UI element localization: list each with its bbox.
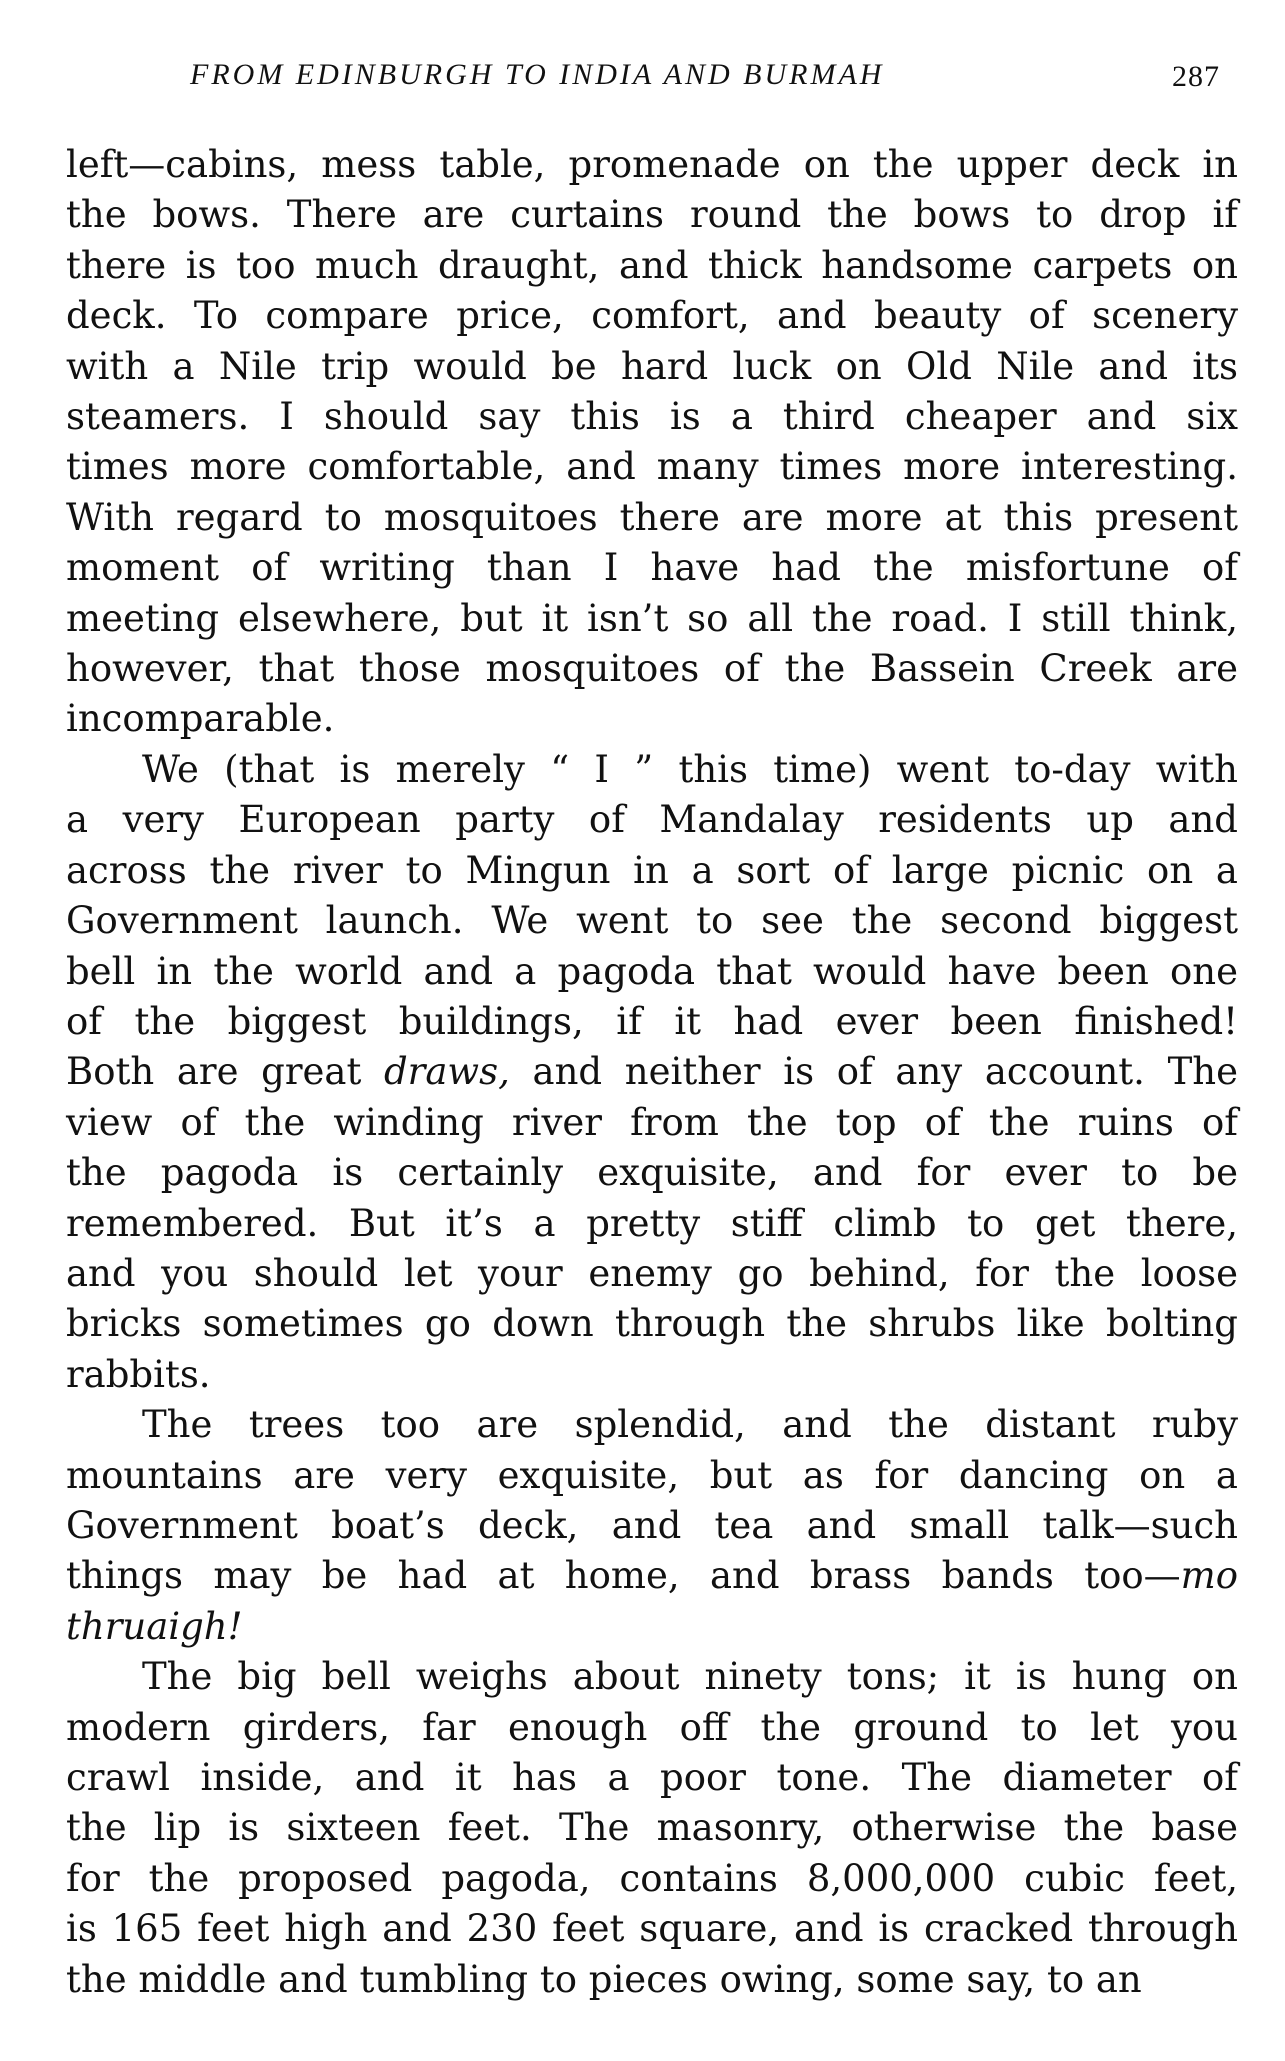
text-segment: bricks sometimes go down through the shrubs like bolting: [66, 1302, 1238, 1346]
text-segment: the lip is sixteen feet. The masonry, otherwise the base: [66, 1806, 1238, 1850]
text-line: [66, 947, 1238, 997]
text-line: [66, 1854, 1238, 1904]
text-segment: incomparable.: [66, 697, 335, 741]
text-line: [66, 1098, 1238, 1148]
text-line: [66, 896, 1238, 946]
text-segment: the pagoda is certainly exquisite, and for ever to be: [66, 1151, 1238, 1195]
text-line: [66, 1148, 1238, 1198]
text-segment: times more comfortable, and many times more interesting.: [66, 445, 1238, 489]
text-segment: however, that those mosquitoes of the Bassein Creek are: [66, 647, 1238, 691]
text-line: [66, 190, 1238, 240]
text-line: [66, 1753, 1238, 1803]
text-segment: the middle and tumbling to pieces owing, some say, to an: [66, 1957, 1142, 2001]
text-segment: for the proposed pagoda, contains 8,000,000 cubic feet,: [66, 1856, 1238, 1900]
text-line: [66, 342, 1238, 392]
text-segment: The big bell weighs about ninety tons; it is hung on: [142, 1655, 1238, 1699]
text-line: [66, 795, 1238, 845]
running-title: FROM EDINBURGH TO INDIA AND BURMAH: [190, 58, 885, 91]
running-head: [190, 58, 1220, 98]
paragraph: [66, 1400, 1238, 1652]
text-segment: and you should let your enemy go behind, for the loose: [66, 1251, 1238, 1295]
text-segment: things may be had at home, and brass bands too—: [66, 1554, 1181, 1598]
body-text: [66, 140, 1238, 2005]
text-segment: modern girders, far enough off the ground to let you: [66, 1705, 1238, 1749]
text-line: [66, 140, 1238, 190]
text-line: [66, 1199, 1238, 1249]
text-segment: Government launch. We went to see the second biggest: [66, 899, 1238, 943]
italic-text: draws,: [384, 1050, 510, 1094]
text-segment: the bows. There are curtains round the bows to drop if: [66, 193, 1238, 237]
text-segment: moment of writing than I have had the misfortune of: [66, 546, 1238, 590]
text-segment: remembered. But it’s a pretty stiff climb to get there,: [66, 1201, 1238, 1245]
text-line: [66, 1703, 1238, 1753]
italic-text: mo: [1180, 1554, 1238, 1598]
text-segment: steamers. I should say this is a third cheaper and six: [66, 395, 1238, 439]
text-line: [66, 493, 1238, 543]
text-line: [66, 291, 1238, 341]
text-line: [66, 1652, 1238, 1702]
text-line: [66, 1501, 1238, 1551]
paragraph: [66, 1652, 1238, 2005]
text-line: [66, 241, 1238, 291]
italic-text: thruaigh!: [66, 1604, 243, 1648]
text-segment: deck. To compare price, comfort, and beauty of scenery: [66, 294, 1238, 338]
text-line: [66, 1047, 1238, 1097]
text-segment: across the river to Mingun in a sort of large picnic on a: [66, 848, 1238, 892]
text-segment: rabbits.: [66, 1352, 211, 1396]
text-segment: is 165 feet high and 230 feet square, and is cracked through: [66, 1907, 1238, 1951]
text-line: [66, 1350, 1238, 1400]
text-line: [66, 997, 1238, 1047]
text-segment: of the biggest buildings, if it had ever been finished!: [66, 999, 1238, 1043]
text-line: [66, 1803, 1238, 1853]
text-segment: there is too much draught, and thick handsome carpets on: [66, 243, 1238, 287]
text-line: [66, 1299, 1238, 1349]
page-number: 287: [1172, 60, 1220, 93]
text-segment: Government boat’s deck, and tea and small talk—such: [66, 1503, 1238, 1547]
text-segment: crawl inside, and it has a poor tone. The diameter of: [66, 1756, 1238, 1799]
text-line: [66, 644, 1238, 694]
paragraph: [66, 140, 1238, 745]
paragraph: [66, 745, 1238, 1400]
text-line: [66, 694, 1238, 744]
text-line: [66, 1904, 1238, 1954]
text-line: [66, 745, 1238, 795]
text-line: [66, 1955, 1238, 2005]
text-line: [66, 594, 1238, 644]
text-segment: view of the winding river from the top of the ruins of: [66, 1100, 1238, 1144]
text-line: [66, 392, 1238, 442]
text-line: [66, 846, 1238, 896]
text-line: [66, 1551, 1238, 1601]
text-segment: mountains are very exquisite, but as for dancing on a: [66, 1453, 1238, 1497]
text-segment: and neither is of any account. The: [509, 1050, 1238, 1094]
text-line: [66, 1400, 1238, 1450]
text-segment: With regard to mosquitoes there are more at this present: [66, 495, 1238, 539]
text-segment: We (that is merely “ I ” this time) went to-day with: [142, 747, 1238, 791]
text-line: [66, 1602, 1238, 1652]
text-segment: meeting elsewhere, but it isn’t so all the road. I still think,: [66, 596, 1238, 640]
text-segment: with a Nile trip would be hard luck on Old Nile and its: [66, 344, 1238, 388]
text-segment: The trees too are splendid, and the distant ruby: [142, 1403, 1238, 1447]
text-line: [66, 442, 1238, 492]
text-segment: left—cabins, mess table, promenade on the upper deck in: [66, 143, 1238, 186]
text-segment: Both are great: [66, 1050, 384, 1094]
text-segment: a very European party of Mandalay residents up and: [66, 798, 1238, 842]
text-line: [66, 1451, 1238, 1501]
text-segment: bell in the world and a pagoda that would have been one: [66, 949, 1238, 993]
text-line: [66, 1249, 1238, 1299]
text-line: [66, 543, 1238, 593]
